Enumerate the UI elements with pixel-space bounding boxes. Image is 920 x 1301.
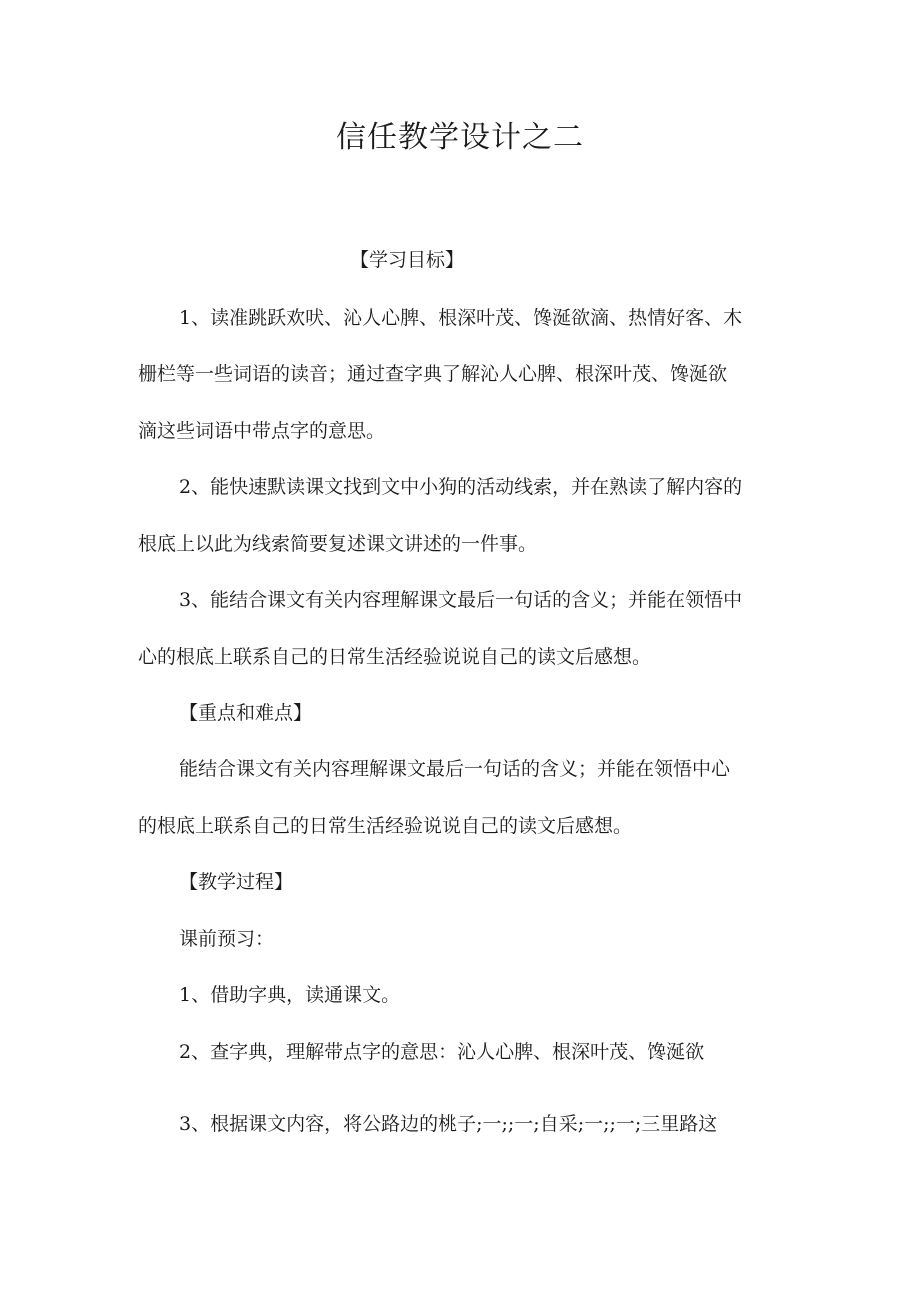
process-heading: 【教学过程】 <box>179 871 294 893</box>
document-title: 信任教学设计之二 <box>336 120 584 155</box>
key-text-line2: 的根底上联系自己的日常生活经验说说自己的读文后感想。 <box>138 815 633 837</box>
goal2-line2: 根底上以此为线索简要复述课文讲述的一件事。 <box>138 533 538 555</box>
preview-item-2: 2、查字典，理解带点字的意思：沁人心脾、根深叶茂、馋涎欲 <box>179 1041 705 1063</box>
goal1-line3: 滴这些词语中带点字的意思。 <box>138 420 386 442</box>
goal1-line1: 1、读准跳跃欢吠、沁人心脾、根深叶茂、馋涎欲滴、热情好客、木 <box>179 307 743 329</box>
goal2-line1: 2、能快速默读课文找到文中小狗的活动线索，并在熟读了解内容的 <box>179 476 743 498</box>
goal3-line1: 3、能结合课文有关内容理解课文最后一句话的含义；并能在领悟中 <box>179 589 743 611</box>
goal1-line2: 栅栏等一些词语的读音；通过查字典了解沁人心脾、根深叶茂、馋涎欲 <box>138 363 728 385</box>
preview-item-3: 3、根据课文内容，将公路边的桃子;一;;一;自采;一;;一;三里路这 <box>179 1113 718 1135</box>
key-heading: 【重点和难点】 <box>179 702 313 724</box>
preview-label: 课前预习： <box>179 928 275 950</box>
goal3-line2: 心的根底上联系自己的日常生活经验说说自己的读文后感想。 <box>138 646 652 668</box>
key-text-line1: 能结合课文有关内容理解课文最后一句话的含义；并能在领悟中心 <box>179 758 731 780</box>
preview-item-1: 1、借助字典，读通课文。 <box>179 984 401 1006</box>
goals-heading: 【学习目标】 <box>350 249 465 271</box>
